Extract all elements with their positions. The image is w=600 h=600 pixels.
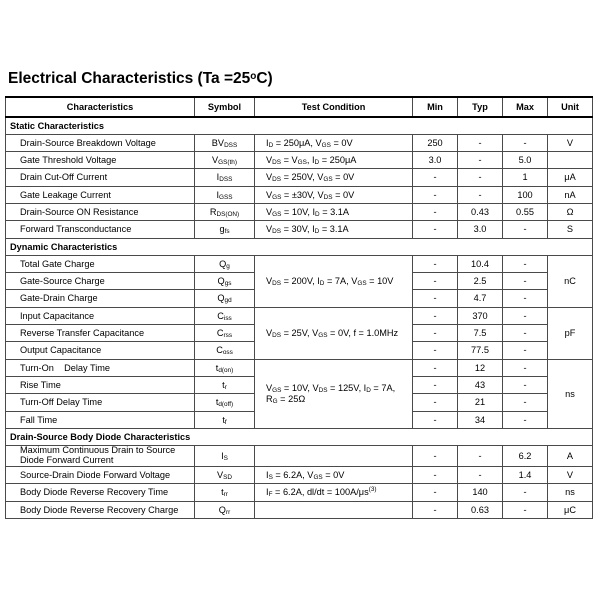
symbol-subscript: DSS xyxy=(224,141,238,149)
symbol-cell: $t_{d(on)}$ xyxy=(195,359,255,376)
max-cell: - xyxy=(503,359,548,376)
characteristic-cell: Gate-Drain Charge xyxy=(6,290,195,307)
header-characteristics: Characteristics xyxy=(6,97,195,117)
symbol-subscript: d(off) xyxy=(218,401,234,409)
symbol-subscript: g xyxy=(226,262,230,270)
max-cell: - xyxy=(503,394,548,411)
header-max: Max xyxy=(503,97,548,117)
table-row xyxy=(6,134,593,151)
typ-cell: 370 xyxy=(458,307,503,324)
section-static xyxy=(6,117,593,134)
test-condition-cell: $V_{DS} = V_{GS}$, $I_D = 250\mu A$ xyxy=(255,152,413,169)
symbol-cell: $t_{d(off)}$ xyxy=(195,394,255,411)
characteristic-cell: Fall Time xyxy=(6,411,195,428)
max-cell: 1.4 xyxy=(503,467,548,484)
symbol-cell: $t_r$ xyxy=(195,376,255,393)
symbol-cell: $t_{rr}$ xyxy=(195,484,255,501)
unit-cell: pF xyxy=(548,307,593,359)
symbol-subscript: rr xyxy=(225,508,231,516)
max-cell: - xyxy=(503,501,548,518)
characteristic-cell: Maximum Continuous Drain to Source Diode Forward Current xyxy=(6,446,195,467)
unit-cell: ns xyxy=(548,359,593,428)
test-condition-cell: $V_{DS} = 30V$, $I_D = 3.1A$ xyxy=(255,221,413,238)
characteristic-cell: Gate Leakage Current xyxy=(6,186,195,203)
min-cell: - xyxy=(413,501,458,518)
max-cell: - xyxy=(503,221,548,238)
symbol-cell: $V_{GS(th)}$ xyxy=(195,152,255,169)
min-cell: - xyxy=(413,342,458,359)
unit-cell: A xyxy=(548,446,593,467)
header-test-condition: Test Condition xyxy=(255,97,413,117)
unit-cell: ns xyxy=(548,484,593,501)
section-title: Static Characteristics xyxy=(6,117,593,134)
symbol-cell: $V_{SD}$ xyxy=(195,467,255,484)
test-condition-cell: $V_{GS} = 10V$, $I_D = 3.1A$ xyxy=(255,203,413,220)
typ-cell: - xyxy=(458,152,503,169)
symbol-subscript: f xyxy=(224,418,227,426)
characteristic-cell: Drain-Source ON Resistance xyxy=(6,203,195,220)
table-row xyxy=(6,446,593,467)
min-cell: - xyxy=(413,359,458,376)
table-row xyxy=(6,255,593,272)
min-cell: - xyxy=(413,376,458,393)
min-cell: - xyxy=(413,394,458,411)
min-cell: - xyxy=(413,484,458,501)
min-cell: - xyxy=(413,255,458,272)
test-condition-cell: $I_S = 6.2A$, $V_{GS} = 0V$ xyxy=(255,467,413,484)
max-cell: - xyxy=(503,307,548,324)
max-cell: - xyxy=(503,342,548,359)
min-cell: - xyxy=(413,446,458,467)
characteristic-cell: Body Diode Reverse Recovery Time xyxy=(6,484,195,501)
min-cell: - xyxy=(413,325,458,342)
symbol-cell: $I_{DSS}$ xyxy=(195,169,255,186)
min-cell: - xyxy=(413,221,458,238)
test-condition-cell: $V_{GS} = \pm 30V$, $V_{DS} = 0V$ xyxy=(255,186,413,203)
characteristic-cell: Turn-On Delay Time xyxy=(6,359,195,376)
test-condition-cell xyxy=(255,446,413,467)
typ-cell: 140 xyxy=(458,484,503,501)
unit-cell: V xyxy=(548,134,593,151)
min-cell: - xyxy=(413,307,458,324)
characteristic-cell: Body Diode Reverse Recovery Charge xyxy=(6,501,195,518)
section-title: Drain-Source Body Diode Characteristics xyxy=(6,428,593,445)
characteristic-cell: Drain Cut-Off Current xyxy=(6,169,195,186)
test-condition-cell: $I_F = 6.2A$, $dl/dt = 100A/\mu s^{(3)}$ xyxy=(255,484,413,501)
min-cell: - xyxy=(413,467,458,484)
max-cell: - xyxy=(503,273,548,290)
symbol-cell: $Q_g$ xyxy=(195,255,255,272)
typ-cell: 12 xyxy=(458,359,503,376)
characteristic-cell: Total Gate Charge xyxy=(6,255,195,272)
symbol-cell: $g_{fs}$ xyxy=(195,221,255,238)
characteristic-cell: Reverse Transfer Capacitance xyxy=(6,325,195,342)
typ-cell: 21 xyxy=(458,394,503,411)
min-cell: - xyxy=(413,273,458,290)
table-row xyxy=(6,484,593,501)
unit-cell: S xyxy=(548,221,593,238)
table-header-row xyxy=(6,97,593,117)
symbol-subscript: DS(ON) xyxy=(216,210,240,218)
characteristic-cell: Source-Drain Diode Forward Voltage xyxy=(6,467,195,484)
section-dynamic xyxy=(6,238,593,255)
symbol-cell: $C_{rss}$ xyxy=(195,325,255,342)
min-cell: 3.0 xyxy=(413,152,458,169)
table-row xyxy=(6,186,593,203)
max-cell: 100 xyxy=(503,186,548,203)
section-diode xyxy=(6,428,593,445)
typ-cell: 43 xyxy=(458,376,503,393)
symbol-cell: $C_{oss}$ xyxy=(195,342,255,359)
typ-cell: 10.4 xyxy=(458,255,503,272)
test-condition-cell xyxy=(255,501,413,518)
symbol-subscript: r xyxy=(224,383,227,391)
table-row xyxy=(6,152,593,169)
max-cell: 0.55 xyxy=(503,203,548,220)
max-cell: - xyxy=(503,376,548,393)
symbol-cell: $BV_{DSS}$ xyxy=(195,134,255,151)
electrical-characteristics-table xyxy=(5,96,593,519)
unit-cell: Ω xyxy=(548,203,593,220)
min-cell: - xyxy=(413,411,458,428)
characteristic-cell: Rise Time xyxy=(6,376,195,393)
min-cell: - xyxy=(413,203,458,220)
table-row xyxy=(6,359,593,376)
test-condition-cell: $I_D = 250\mu A$, $V_{GS} = 0V$ xyxy=(255,134,413,151)
symbol-subscript: rr xyxy=(223,491,228,499)
test-condition-cell: $V_{GS} = 10V$, $V_{DS} = 125V$, $I_D = 7A$, $R_G = 25\Omega$ xyxy=(255,359,413,428)
symbol-subscript: d(on) xyxy=(218,366,234,374)
typ-cell: 7.5 xyxy=(458,325,503,342)
section-title: Dynamic Characteristics xyxy=(6,238,593,255)
table-row xyxy=(6,169,593,186)
typ-cell: 34 xyxy=(458,411,503,428)
table-row xyxy=(6,501,593,518)
symbol-cell: $Q_{rr}$ xyxy=(195,501,255,518)
unit-cell xyxy=(548,152,593,169)
min-cell: 250 xyxy=(413,134,458,151)
max-cell: - xyxy=(503,255,548,272)
characteristic-cell: Output Capacitance xyxy=(6,342,195,359)
typ-cell: - xyxy=(458,467,503,484)
symbol-cell: $C_{iss}$ xyxy=(195,307,255,324)
min-cell: - xyxy=(413,169,458,186)
typ-cell: - xyxy=(458,446,503,467)
document-title xyxy=(8,70,273,88)
symbol-cell: $Q_{gd}$ xyxy=(195,290,255,307)
symbol-subscript: GS(th) xyxy=(218,159,237,167)
min-cell: - xyxy=(413,290,458,307)
typ-cell: 4.7 xyxy=(458,290,503,307)
unit-cell: μA xyxy=(548,169,593,186)
unit-cell: nC xyxy=(548,255,593,307)
max-cell: - xyxy=(503,484,548,501)
unit-cell: nA xyxy=(548,186,593,203)
unit-cell: μC xyxy=(548,501,593,518)
table-row xyxy=(6,203,593,220)
characteristic-cell: Input Capacitance xyxy=(6,307,195,324)
characteristic-cell: Turn-Off Delay Time xyxy=(6,394,195,411)
max-cell: - xyxy=(503,411,548,428)
title-text: Electrical Characteristics (Ta =25 xyxy=(8,70,251,87)
title-suffix: C) xyxy=(256,70,273,87)
header-typ: Typ xyxy=(458,97,503,117)
symbol-subscript: iss xyxy=(223,314,232,322)
symbol-subscript: oss xyxy=(222,349,233,357)
max-cell: - xyxy=(503,134,548,151)
symbol-subscript: GSS xyxy=(219,193,233,201)
characteristic-cell: Gate-Source Charge xyxy=(6,273,195,290)
symbol-subscript: gs xyxy=(224,280,232,288)
max-cell: - xyxy=(503,290,548,307)
min-cell: - xyxy=(413,186,458,203)
table-row xyxy=(6,307,593,324)
header-min: Min xyxy=(413,97,458,117)
table-row xyxy=(6,221,593,238)
characteristic-cell: Drain-Source Breakdown Voltage xyxy=(6,134,195,151)
typ-cell: 0.43 xyxy=(458,203,503,220)
max-cell: 1 xyxy=(503,169,548,186)
symbol-cell: $I_{GSS}$ xyxy=(195,186,255,203)
table-row xyxy=(6,467,593,484)
typ-cell: - xyxy=(458,134,503,151)
header-unit: Unit xyxy=(548,97,593,117)
max-cell: 5.0 xyxy=(503,152,548,169)
symbol-cell: $t_f$ xyxy=(195,411,255,428)
characteristic-cell: Gate Threshold Voltage xyxy=(6,152,195,169)
symbol-cell: $R_{DS(ON)}$ xyxy=(195,203,255,220)
symbol-subscript: S xyxy=(223,454,228,462)
symbol-subscript: rss xyxy=(223,332,233,340)
typ-cell: 3.0 xyxy=(458,221,503,238)
symbol-subscript: SD xyxy=(223,474,233,482)
symbol-subscript: fs xyxy=(224,228,230,236)
symbol-subscript: gd xyxy=(224,297,232,305)
typ-cell: - xyxy=(458,169,503,186)
test-condition-cell: $V_{DS} = 200V$, $I_D = 7A$, $V_{GS} = 10V$ xyxy=(255,255,413,307)
symbol-cell: $Q_{gs}$ xyxy=(195,273,255,290)
unit-cell: V xyxy=(548,467,593,484)
test-condition-cell: $V_{DS} = 25V$, $V_{GS} = 0V$, f = 1.0MHz xyxy=(255,307,413,359)
typ-cell: 77.5 xyxy=(458,342,503,359)
max-cell: - xyxy=(503,325,548,342)
typ-cell: 2.5 xyxy=(458,273,503,290)
degree-mark: o xyxy=(250,71,257,82)
typ-cell: - xyxy=(458,186,503,203)
max-cell: 6.2 xyxy=(503,446,548,467)
typ-cell: 0.63 xyxy=(458,501,503,518)
symbol-cell: $I_S$ xyxy=(195,446,255,467)
symbol-subscript: DSS xyxy=(219,176,233,184)
header-symbol: Symbol xyxy=(195,97,255,117)
test-condition-cell: $V_{DS} = 250V$, $V_{GS} = 0V$ xyxy=(255,169,413,186)
characteristic-cell: Forward Transconductance xyxy=(6,221,195,238)
